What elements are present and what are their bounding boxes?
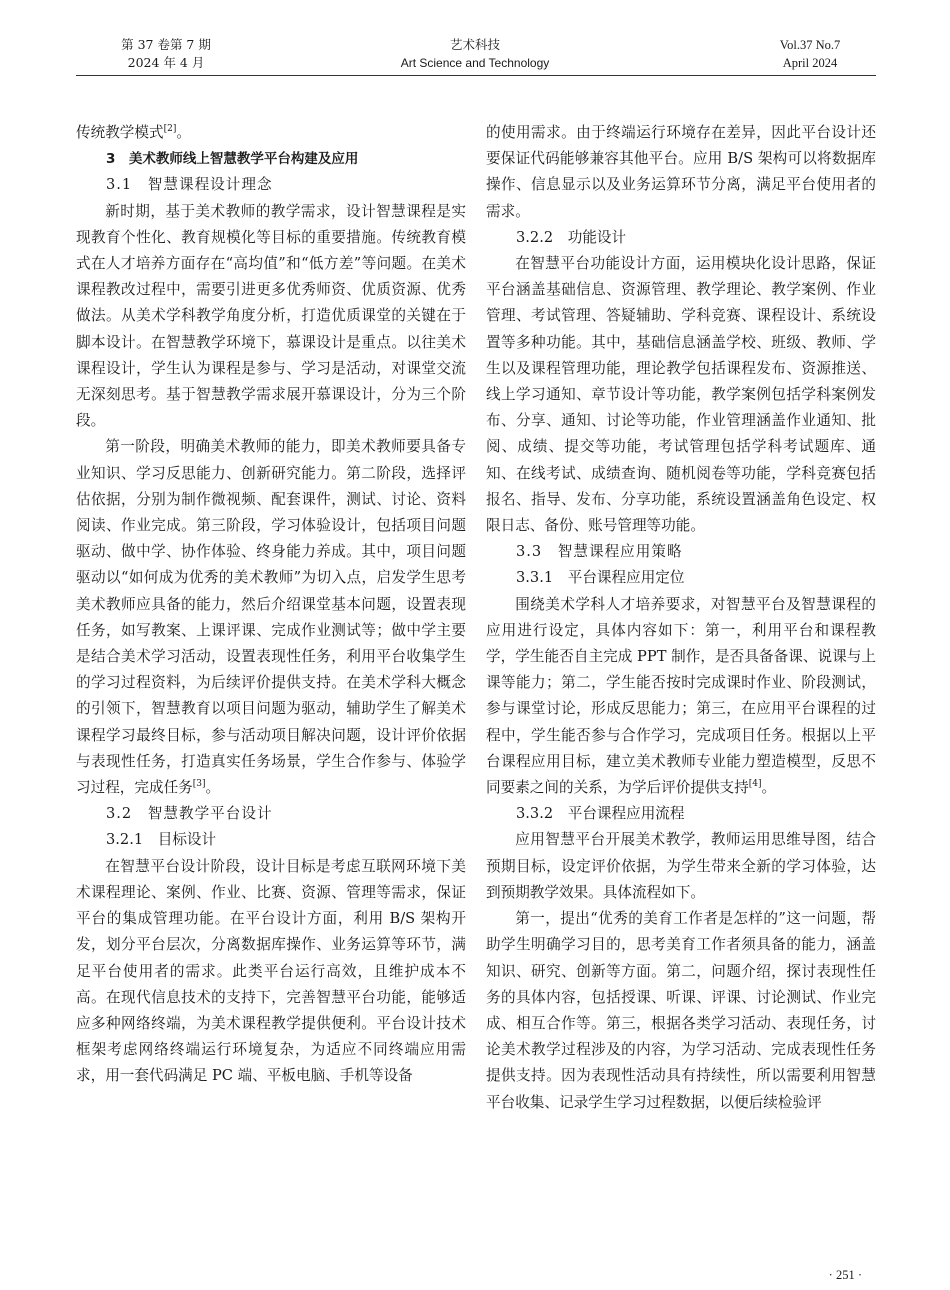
paragraph-text: 传统教学模式 — [76, 124, 164, 141]
left-column — [76, 120, 466, 1090]
subsubsection-heading: 3.2.2 功能设计 — [516, 228, 627, 246]
header-rule — [76, 75, 876, 76]
paragraph: 在智慧平台设计阶段，设计目标是考虑互联网环境下美术课程理论、案例、作业、比赛、资源、管理等需求，保证平台的集成管理功能。在平台设计方面，利用 B/S 架构开发，划分平台层次，分离数据库操作、业务运算等环节，满足平台使用者的需求。此类平台运行高效，且维护成本不高。在现代信息技术的支持下，完善智慧平台功能，能够适应多种网络终端，为美术课程教学提供便利。平台设计技术框架考虑网络终端运行环境复杂，为适应不同终端应用需求，用一套代码满足 PC 端、平板电脑、手机等设备 — [76, 857, 466, 1085]
header-date: 2024 年 4 月 — [127, 55, 205, 70]
paragraph: 在智慧平台功能设计方面，运用模块化设计思路，保证平台涵盖基础信息、资源管理、教学理论、教学案例、作业管理、考试管理、答疑辅助、学科竞赛、课程设计、系统设置等多种功能。其中，基础信息涵盖学校、班级、教师、学生以及课程管理功能，理论教学包括课程发布、资源推送、线上学习通知、章节设计等功能，教学案例包括学科案例发布、分享、通知、讨论等功能，作业管理涵盖作业通知、批阅、成绩、提交等功能，考试管理包括学科考试题库、通知、在线考试、成绩查询、随机阅卷等功能，学科竞赛包括报名、指导、发布、分享功能，系统设置涵盖角色设定、权限日志、备份、账号管理等功能。 — [486, 255, 876, 535]
paragraph: 新时期，基于美术教师的教学需求，设计智慧课程是实现教育个性化、教育规模化等目标的重要措施。传统教育模式在人才培养方面存在“高均值”和“低方差”等问题。在美术课程教改过程中，需要引进更多优秀师资、优质资源、优秀做法。从美术学科教学角度分析，打造优质课堂的关键在于脚本设计。在智慧教学环境下，慕课设计是重点。以往美术课程设计，学生认为课程是参与、学习是活动，对课堂交流无深刻思考。基于智慧教学需求展开慕课设计，分为三个阶段。 — [76, 202, 466, 430]
subsubsection-heading: 3.3.2 平台课程应用流程 — [516, 805, 685, 823]
citation-ref: [4] — [748, 779, 762, 790]
paragraph: 第一，提出“优秀的美育工作者是怎样的”这一问题，帮助学生明确学习目的，思考美育工作者须具备的能力，涵盖知识、研究、创新等方面。第二，问题介绍，探讨表现性任务的具体内容，包括授课、听课、评课、讨论测试、作业完成、相互合作等。第三，根据各类学习活动、表现任务，讨论美术教学过程涉及的内容，为学习活动、完成表现性任务提供支持。因为表现性活动具有持续性，所以需要利用智慧平台收集、记录学生学习过程数据，以便后续检验评 — [486, 910, 876, 1111]
header-volume-info-en — [760, 36, 860, 72]
header-volume-info — [112, 36, 220, 72]
paragraph-end: 。 — [176, 124, 191, 141]
subsection-heading: 3.1 智慧课程设计理念 — [106, 176, 273, 194]
subsection-heading: 3.3 智慧课程应用策略 — [516, 543, 683, 561]
paragraph: 应用智慧平台开展美术教学，教师运用思维导图，结合预期目标，设定评价依据，为学生带来全新的学习体验，达到预期教学效果。具体流程如下。 — [486, 831, 876, 901]
paragraph-end: 。 — [761, 779, 777, 797]
header-date-en: April 2024 — [782, 56, 838, 70]
journal-title-cn: 艺术科技 — [449, 37, 500, 52]
paragraph — [486, 592, 876, 802]
subsubsection-heading: 3.3.1 平台课程应用定位 — [516, 569, 685, 587]
header-volume: 第 37 卷第 7 期 — [121, 37, 211, 52]
paragraph: 的使用需求。由于终端运行环境存在差异，因此平台设计还要保证代码能够兼容其他平台。应用 B/S 架构可以将数据库操作、信息显示以及业务运算环节分离，满足平台使用者的需求。 — [486, 124, 876, 220]
subsection-heading: 3.2 智慧教学平台设计 — [106, 805, 273, 823]
running-header — [0, 36, 950, 76]
right-column — [486, 120, 876, 1116]
citation-ref: [2] — [163, 124, 177, 135]
paragraph-end: 。 — [205, 779, 221, 797]
header-volume-en: Vol.37 No.7 — [779, 38, 841, 52]
citation-ref: [3] — [192, 779, 206, 790]
paragraph — [76, 434, 466, 801]
journal-title-en: Art Science and Technology — [400, 56, 550, 70]
subsubsection-heading: 3.2.1 目标设计 — [106, 831, 217, 849]
paragraph-text: 第一阶段，明确美术教师的能力，即美术教师要具备专业知识、学习反思能力、创新研究能力。第二阶段，选择评估依据，分别为制作微视频、配套课件，测试、讨论、资料阅读、作业完成。第三阶段，学习体验设计，包括项目问题驱动、做中学、协作体验、终身能力养成。其中，项目问题驱动以“如何成为优秀的美术教师”为切入点，启发学生思考美术教师应具备的能力，然后介绍课堂基本问题，设置表现任务，如写教案、上课评课、完成作业测试等；做中学主要是结合美术学习活动，设置表现性任务，利用平台收集学生的学习过程资料，为后续评价提供支持。在美术学科大概念的引领下，智慧教育以项目问题为驱动，辅助学生了解美术课程学习最终目标，参与活动项目解决问题，设计评价依据与表现性任务，打造真实任务场景，学生合作参与、体验学习过程，完成任务 — [76, 438, 466, 797]
section-heading: 3 美术教师线上智慧教学平台构建及应用 — [106, 151, 359, 168]
page-number: · 251 · — [828, 1268, 862, 1282]
paragraph — [76, 120, 466, 146]
header-journal-name — [375, 36, 575, 72]
paragraph-text: 围绕美术学科人才培养要求，对智慧平台及智慧课程的应用进行设定，具体内容如下：第一，利用平台和课程教学，学生能否自主完成 PPT 制作，是否具备备课、说课与上课等能力；第二，学生能否按时完成课时作业、阶段测试，参与课堂讨论，形成反思能力；第三，在应用平台课程的过程中，学生能否参与合作学习，完成项目任务。根据以上平台课程应用目标，建立美术教师专业能力塑造模型，反思不同要素之间的关系，为学后评价提供支持 — [486, 595, 876, 797]
